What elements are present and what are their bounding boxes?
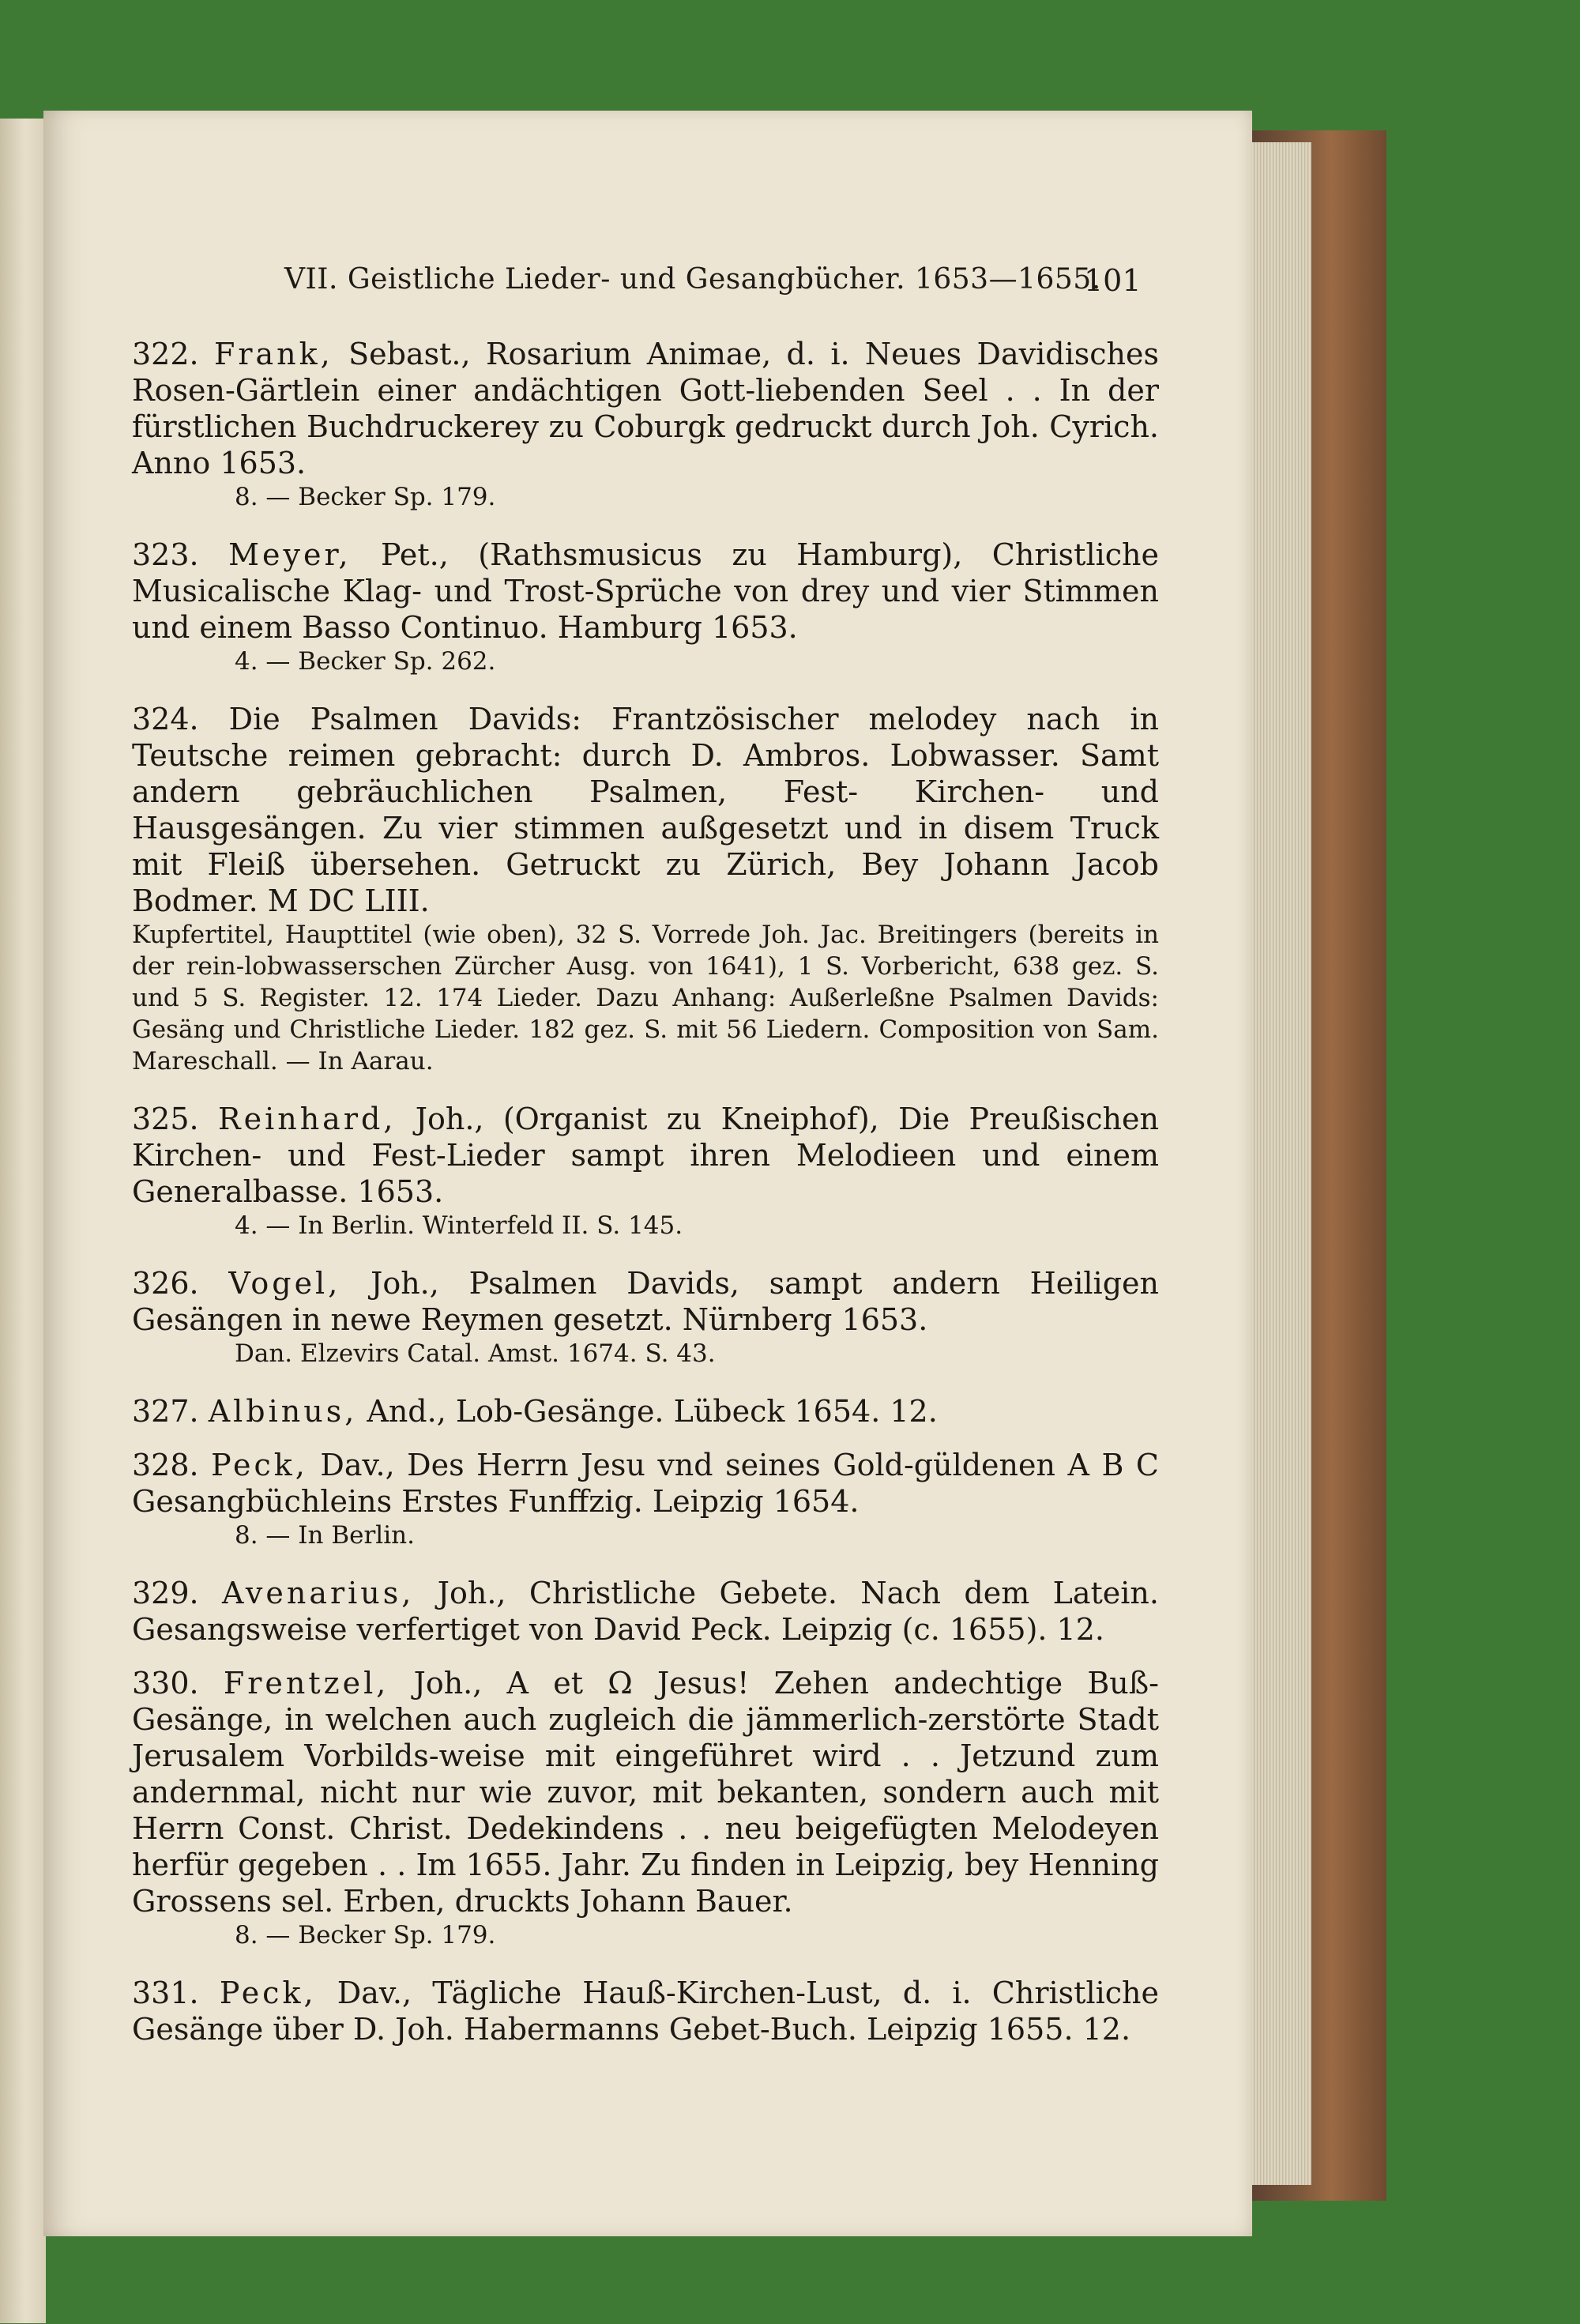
entry-body: Dav., Des Herrn Jesu vnd seines Gold-güldenen A B C Gesangbüchleins Erstes Funffzig. Leipzig 1654.: [132, 1448, 1159, 1519]
entry-note: 4. — Becker Sp. 262.: [235, 647, 496, 676]
entry-text: [132, 1975, 1159, 2047]
entry-note: Dan. Elzevirs Catal. Amst. 1674. S. 43.: [235, 1339, 716, 1368]
entry-text: [132, 1101, 1159, 1210]
page-block-edges: [1248, 142, 1311, 2185]
entry-note: 4. — In Berlin. Winterfeld II. S. 145.: [235, 1211, 683, 1240]
entry-text: [132, 701, 1159, 919]
entry-text: [132, 1265, 1159, 1338]
entry-note: 8. — Becker Sp. 179.: [235, 483, 496, 511]
entry-326: [132, 1265, 1159, 1369]
entry-330: [132, 1665, 1159, 1951]
entry-author: Frank,: [214, 337, 333, 371]
entry-note: Kupfertitel, Haupttitel (wie oben), 32 S. Vorrede Joh. Jac. Breitingers (bereits in der rein-lobwasserschen Zürcher Ausg. von 1641), 1 S. Vorbericht, 638 gez. S. und 5 S. Register. 12. 174 Lieder. Dazu Anhang: Außerleßne Psalmen Davids: Gesäng und Christliche Lieder. 182 gez. S. mit 56 Liedern. Composition von Sam. Mareschall. — In Aarau.: [132, 921, 1159, 1075]
entry-author: Frentzel,: [223, 1666, 389, 1701]
entry-note: 8. — In Berlin.: [235, 1521, 415, 1550]
left-page-edge: [0, 119, 46, 2323]
page-number: 101: [1084, 263, 1142, 298]
entry-number: 323.: [132, 537, 199, 572]
entry-text: [132, 1575, 1159, 1648]
entry-body: And., Lob-Gesänge. Lübeck 1654. 12.: [357, 1394, 938, 1429]
entry-329: [132, 1575, 1159, 1648]
running-head: VII. Geistliche Lieder- und Gesangbücher. 1653—1655.: [284, 263, 1101, 296]
entry-body: Joh., Psalmen Davids, sampt andern Heiligen Gesängen in newe Reymen gesetzt. Nürnberg 1653.: [132, 1266, 1159, 1337]
entry-number: 331.: [132, 1976, 199, 2010]
entry-number: 330.: [132, 1666, 199, 1701]
entry-author: Meyer,: [228, 537, 352, 572]
entry-body: Sebast., Rosarium Animae, d. i. Neues Davidisches Rosen-Gärtlein einer andächtigen Gott-liebenden Seel . . In der fürstlichen Buchdruckerey zu Coburgk gedruckt durch Joh. Cyrich. Anno 1653.: [132, 337, 1159, 480]
entry-author: Avenarius,: [222, 1576, 415, 1610]
entry-author: Peck,: [211, 1448, 308, 1482]
entry-327: [132, 1393, 1159, 1429]
entry-number: 326.: [132, 1266, 199, 1301]
entry-number: 325.: [132, 1102, 199, 1136]
entry-text: [132, 1447, 1159, 1520]
entry-text: [132, 1665, 1159, 1919]
entry-number: 322.: [132, 337, 199, 371]
entry-323: [132, 537, 1159, 677]
entry-text: [132, 537, 1159, 646]
entry-text: [132, 1393, 1159, 1429]
entry-number: 324.: [132, 702, 199, 736]
entry-number: 329.: [132, 1576, 199, 1610]
entry-author: Peck,: [219, 1976, 317, 2010]
entry-author: Reinhard,: [217, 1102, 397, 1136]
entry-body: Die Psalmen Davids: Frantzösischer melodey nach in Teutsche reimen gebracht: durch D. Ambros. Lobwasser. Samt andern gebräuchlichen Psalmen, Fest- Kirchen- und Hausgesängen. Zu vier stimmen außgesetzt und in disem Truck mit Fleiß übersehen. Getruckt zu Zürich, Bey Johann Jacob Bodmer. M DC LIII.: [132, 702, 1159, 918]
entry-note: 8. — Becker Sp. 179.: [235, 1921, 496, 1949]
entry-body: Joh., Christliche Gebete. Nach dem Latein. Gesangsweise verfertiget von David Peck. Leipzig (c. 1655). 12.: [132, 1576, 1159, 1647]
entry-author: Vogel,: [228, 1266, 341, 1301]
entry-body: Pet., (Rathsmusicus zu Hamburg), Christliche Musicalische Klag- und Trost-Sprüche von drey und vier Stimmen und einem Basso Continuo. Hamburg 1653.: [132, 537, 1159, 645]
entry-body: Joh., (Organist zu Kneiphof), Die Preußischen Kirchen- und Fest-Lieder sampt ihren Melodieen und einem Generalbasse. 1653.: [132, 1102, 1159, 1209]
entry-325: [132, 1101, 1159, 1241]
entry-324: [132, 701, 1159, 1077]
entry-328: [132, 1447, 1159, 1551]
entry-331: [132, 1975, 1159, 2047]
entry-author: Albinus,: [208, 1394, 358, 1429]
entry-number: 327.: [132, 1394, 199, 1429]
entry-number: 328.: [132, 1448, 199, 1482]
entry-322: [132, 336, 1159, 513]
entry-text: [132, 336, 1159, 481]
entry-body: Dav., Tägliche Hauß-Kirchen-Lust, d. i. Christliche Gesänge über D. Joh. Habermanns Gebet-Buch. Leipzig 1655. 12.: [132, 1976, 1159, 2047]
entry-body: Joh., A et Ω Jesus! Zehen andechtige Buß-Gesänge, in welchen auch zugleich die jämmerlich-zerstörte Stadt Jerusalem Vorbilds-weise mit eingeführet wird . . Jetzund zum andernmal, nicht nur wie zuvor, mit bekanten, sondern auch mit Herrn Const. Christ. Dedekindens . . neu beigefügten Melodeyen herfür gegeben . . Im 1655. Jahr. Zu finden in Leipzig, bey Henning Grossens sel. Erben, druckts Johann Bauer.: [132, 1666, 1159, 1919]
bibliography-entries: [132, 336, 1159, 2071]
